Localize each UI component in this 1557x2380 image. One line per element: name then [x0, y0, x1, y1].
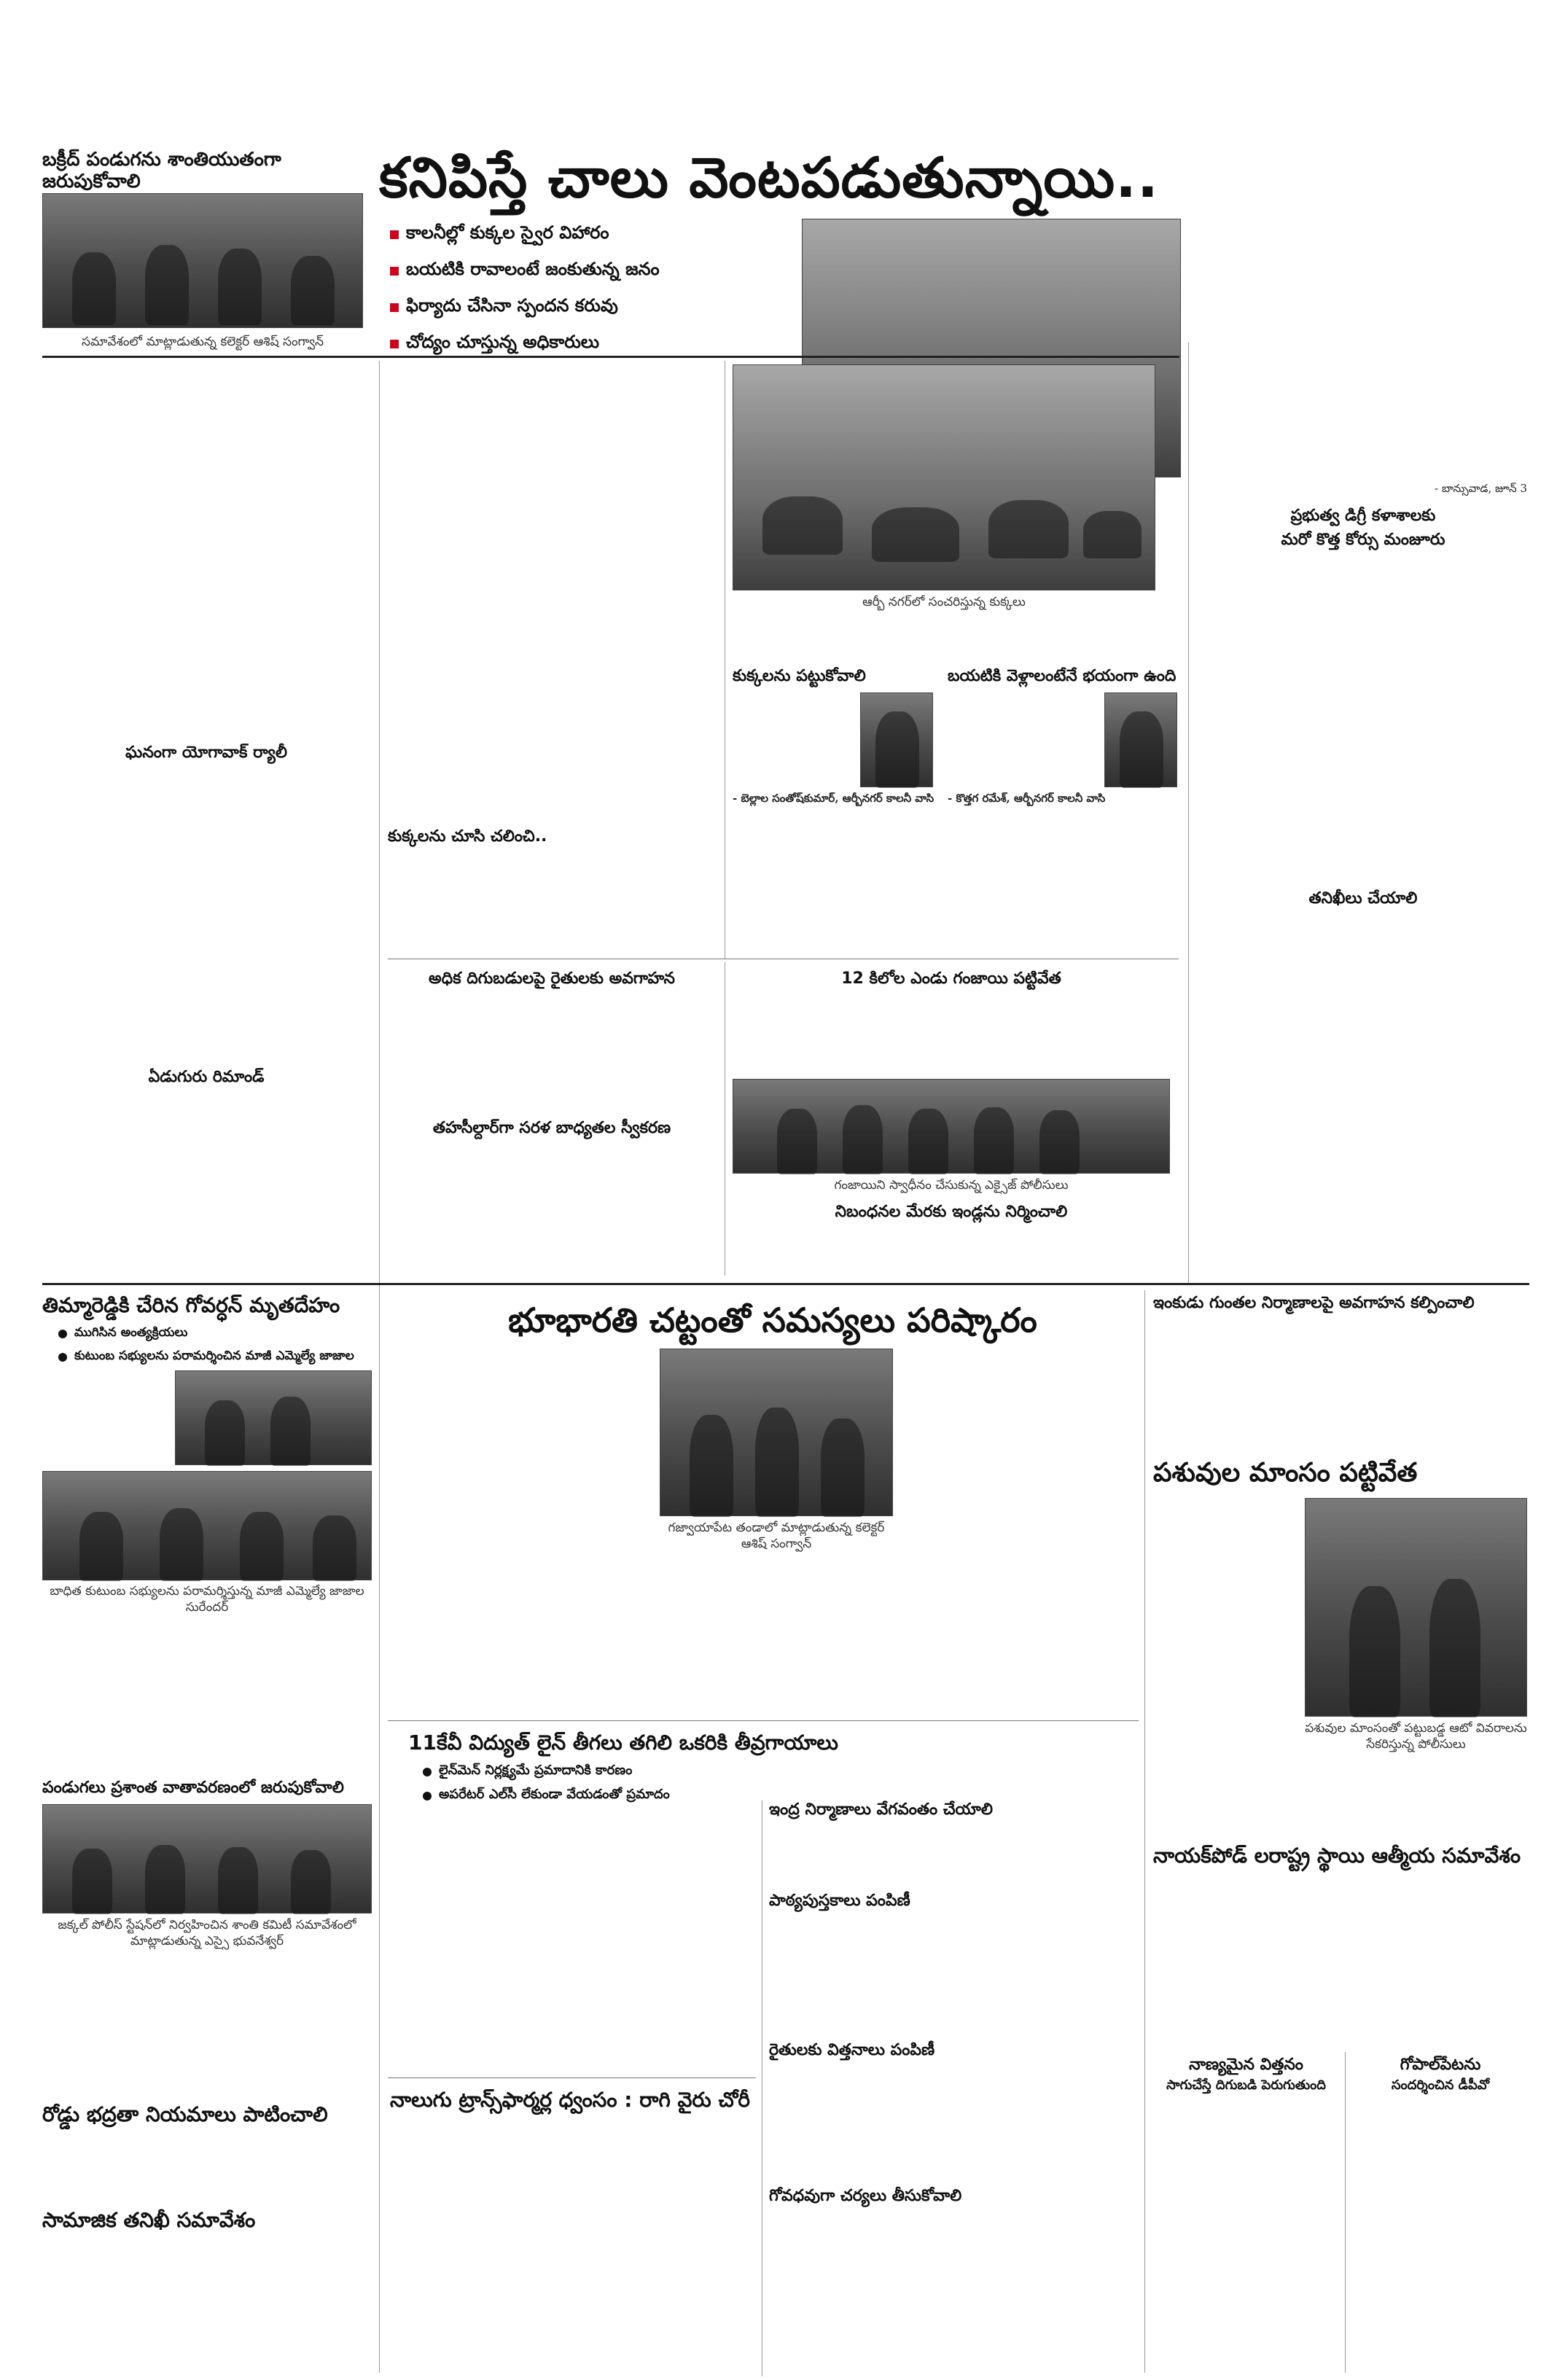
article-headline: ఇంకుడు గుంతల నిర్మాణాలపై అవగాహన కల్పించాలి — [1153, 1294, 1475, 1312]
person-figure — [72, 252, 116, 325]
article-headline: నిబంధనల మేరకు ఇండ్లను నిర్మించాలి — [835, 1203, 1068, 1221]
article-body — [42, 364, 370, 736]
article-headline: నాలుగు ట్రాన్స్‌ఫార్మర్ల ధ్వంసం : రాగి వైరు చోరీ — [390, 2088, 750, 2112]
dog-figure — [988, 500, 1069, 558]
article-subhead: సాగుచేస్తే దిగుబడి పెరుగుతుంది — [1166, 2077, 1326, 2093]
main-bullet: బయటికి రావాలంటే జంకుతున్న జనం — [390, 259, 798, 284]
meeting-photo — [42, 193, 363, 328]
portrait-photo — [860, 692, 933, 787]
article-headline: నాయక్‌పోడ్ లరాష్ట్ర స్థాయి ఆత్మీయ సమావేశం — [1153, 1843, 1521, 1868]
person-figure — [270, 1397, 311, 1466]
bullet-square-icon — [390, 267, 399, 276]
quote-byline: - కొత్తగ రమేశ్, ఆర్బీనగర్ కాలనీ వాసి — [948, 792, 1106, 805]
article-body — [42, 1370, 170, 1465]
person-figure — [843, 1105, 883, 1174]
article-label: నాణ్యమైన విత్తనం — [1189, 2056, 1303, 2074]
person-figure — [755, 1408, 799, 1517]
bullet-dot-icon — [58, 1353, 67, 1362]
article-body — [733, 995, 1170, 1075]
article-body — [1153, 1749, 1529, 1830]
bullet-dot-icon — [58, 1330, 67, 1338]
column-rule — [1188, 343, 1189, 1283]
article-headline: గోవధవుగా చర్యలు తీసుకోవాలి — [769, 2187, 962, 2205]
photo-caption: బాధిత కుటుంబ సభ్యులను పరామర్శిస్తున్న మాజీ ఎమ్మెల్యే జాజాల సురేందర్ — [50, 1584, 364, 1615]
dog-figure — [872, 507, 959, 562]
article-bullets — [58, 1325, 372, 1366]
article-headline: పశువుల మాంసం పట్టివేత — [1153, 1458, 1418, 1488]
photo-caption: పశువుల మాంసంతో పట్టుబడ్డ ఆటో వివరాలను సేకరిస్తున్న పోలీసులు — [1305, 1721, 1527, 1752]
article-label: ప్రభుత్వ డిగ్రీ కళాశాలకు — [1290, 507, 1436, 525]
main-bullet: చోద్యం చూస్తున్న అధికారులు — [390, 332, 798, 356]
article-bullet: అపరేటర్ ఎల్‌సీ లేకుండా వేయడంతో ప్రమాదం — [423, 1787, 1137, 1805]
bullet-square-icon — [390, 230, 399, 239]
article-headline: తనిఖీలు చేయాలి — [1308, 889, 1418, 908]
person-figure — [145, 245, 189, 325]
bullet-dot-icon — [423, 1792, 432, 1800]
section-divider — [388, 1720, 1139, 1721]
quote-headline: కుక్కలను పట్టుకోవాలి — [733, 667, 866, 685]
person-figure — [240, 1512, 284, 1581]
peace-committee-photo — [42, 1804, 372, 1913]
article-headline: సామాజిక తనిఖీ సమావేశం — [42, 2208, 256, 2232]
photo-caption: గజ్వాయాపేట తండాలో మాట్లాడుతున్న కలెక్టర్ ఆశిష్ సంగ్వాన్ — [668, 1521, 885, 1551]
person-figure — [313, 1515, 356, 1581]
bullet-square-icon — [390, 340, 399, 348]
article-bullet: ముగిసిన అంత్యక్రియలు — [58, 1325, 372, 1343]
quote-body — [733, 692, 853, 787]
article-body — [390, 1808, 754, 2070]
person-figure — [145, 1845, 185, 1914]
article-headline: రైతులకు విత్తనాలు పంపిణీ — [769, 2041, 935, 2059]
article-body — [769, 2212, 1137, 2369]
article-body — [900, 1349, 1137, 1713]
article-headline: ఘనంగా యోగావాక్ ర్యాలీ — [125, 744, 287, 762]
person-figure — [79, 1512, 123, 1581]
article-body — [42, 1955, 372, 2097]
person-figure — [1039, 1110, 1080, 1174]
dog-figure — [1083, 511, 1142, 558]
article-body — [1352, 2103, 1529, 2365]
person-figure — [1120, 711, 1163, 788]
article-headline: అధిక దిగుబడులపై రైతులకు అవగాహన — [429, 969, 675, 988]
bullet-square-icon — [390, 303, 399, 312]
portrait-photo — [1104, 692, 1177, 787]
person-figure — [72, 1849, 112, 1914]
article-body — [948, 616, 1152, 656]
quote-byline: - బెల్లాల సంతోష్‌కుమార్, ఆర్బీనగర్ కాలనీ వాసి — [733, 792, 934, 805]
article-body — [42, 1093, 370, 1414]
article-headline: 12 కిలోల ఎండు గంజాయి పట్టివేత — [841, 969, 1061, 988]
article-body — [1153, 1321, 1529, 1452]
article-headline: మరో కొత్త కోర్సు మంజూరు — [1281, 531, 1445, 549]
article-body — [733, 1228, 1170, 1279]
article-body — [42, 2238, 372, 2369]
column-rule — [1345, 2052, 1346, 2373]
person-figure — [160, 1508, 203, 1581]
main-bullets — [390, 222, 798, 368]
article-body — [1199, 343, 1527, 481]
article-body — [733, 616, 937, 656]
article-body — [1199, 915, 1527, 1279]
person-figure — [777, 1109, 817, 1174]
article-body — [769, 2067, 1137, 2176]
kicker-headline: బక్రీద్ పండుగను శాంతియుతంగా జరుపుకోవాలి — [42, 149, 281, 192]
article-body — [42, 2132, 372, 2205]
person-figure — [1349, 1586, 1400, 1717]
person-figure — [218, 249, 262, 325]
article-body — [1153, 1877, 1529, 2048]
article-body — [1199, 558, 1527, 882]
person-figure — [974, 1107, 1014, 1174]
family-visit-photo — [42, 1471, 372, 1580]
person-figure — [821, 1419, 865, 1517]
article-headline: తిమ్మారెడ్డికి చేరిన గోవర్ధన్ మృతదేహం — [42, 1293, 340, 1317]
person-figure — [291, 256, 335, 325]
article-body — [390, 1349, 652, 1713]
person-figure — [218, 1847, 258, 1914]
quote-body — [948, 692, 1097, 787]
article-headline: భూభారతి చట్టంతో సమస్యలు పరిష్కారం — [508, 1300, 1037, 1340]
article-subhead: సందర్శించిన డీపీవో — [1391, 2077, 1490, 2093]
article-body — [769, 1917, 1137, 2034]
person-figure — [875, 711, 919, 788]
article-headline: ఇంద్ర నిర్మాణాలు వేగవంతం చేయాలి — [769, 1800, 994, 1819]
person-figure — [205, 1400, 245, 1466]
article-headline: 11కేవీ విద్యుత్ లైన్ తీగలు తగిలి ఒకరికి తీవ్రగాయాలు — [408, 1731, 838, 1755]
article-body — [42, 1618, 372, 1779]
photo-caption: జక్కల్ పోలీస్ స్టేషన్‌లో నిర్వహించిన శాంతి కమిటీ సమావేశంలో మాట్లాడుతున్న ఎస్సై భువనేశ్వర్ — [58, 1918, 356, 1948]
article-byline: - బాన్సువాడ, జూన్ 3 — [1435, 482, 1527, 495]
article-body — [769, 1826, 1137, 1881]
article-subhead: కుక్కలను చూసి చలించి.. — [388, 827, 547, 846]
article-body — [388, 364, 716, 824]
bhubharathi-photo — [660, 1349, 893, 1516]
bullet-dot-icon — [423, 1768, 432, 1776]
article-body — [1153, 1498, 1299, 1739]
photo-caption: గంజాయిని స్వాధీనం చేసుకున్న ఎక్సైజ్ పోలీసులు — [834, 1178, 1069, 1193]
article-bullet: కుటుంబ సభ్యులను పరామర్శించిన మాజీ ఎమ్మెల్యే జాజాల — [58, 1349, 372, 1366]
photo-caption: సమావేశంలో మాట్లాడుతున్న కలెక్టర్ ఆశిష్ సంగ్వాన్ — [82, 335, 324, 349]
article-body — [388, 995, 716, 1112]
article-body — [390, 2121, 754, 2369]
article-body — [660, 1560, 893, 1713]
article-label: గోపాల్‌పేటను — [1400, 2056, 1481, 2074]
main-bullet: ఫిర్యాదు చేసినా స్పందన కరువు — [390, 295, 798, 320]
quote-headline: బయటికి వెళ్లాలంటేనే భయంగా ఉంది — [948, 667, 1176, 685]
article-bullet: లైన్‌మెన్ నిర్లక్ష్యమే ప్రమాదానికి కారణం — [423, 1763, 1137, 1781]
person-figure — [690, 1415, 733, 1517]
article-headline: తహసీల్దార్‌గా సరళ బాధ్యతల స్వీకరణ — [432, 1119, 671, 1137]
article-bullets — [423, 1763, 1137, 1805]
street-dogs-photo — [733, 364, 1155, 590]
article-headline: రోడ్డు భద్రతా నియమాలు పాటించాలి — [42, 2102, 328, 2126]
photo-caption: ఆర్బీ నగర్‌లో సంచరిస్తున్న కుక్కలు — [862, 595, 1026, 609]
article-body — [388, 849, 716, 937]
main-headline: కనిపిస్తే చాలు వెంటపడుతున్నాయి.. — [379, 145, 1159, 210]
person-figure — [1429, 1579, 1480, 1717]
article-body — [1153, 2103, 1339, 2365]
person-figure — [291, 1850, 331, 1914]
article-headline: ఏడుగురు రిమాండ్ — [148, 1068, 265, 1086]
section-divider — [388, 2077, 756, 2078]
seizure-photo — [733, 1079, 1170, 1174]
mortal-remains-photo — [175, 1370, 372, 1465]
person-figure — [908, 1109, 948, 1174]
column-rule — [379, 1290, 380, 2373]
masthead-divider — [42, 356, 1179, 358]
main-bullet: కాలనీల్లో కుక్కల స్వైర విహారం — [390, 222, 798, 247]
dog-figure — [762, 496, 843, 555]
column-rule — [379, 361, 380, 1418]
article-headline: పండుగలు ప్రశాంత వాతావరణంలో జరుపుకోవాలి — [42, 1779, 344, 1797]
article-body — [42, 770, 370, 1061]
article-headline: పాఠ్యపుస్తకాలు పంపిణీ — [769, 1892, 910, 1910]
section-divider — [42, 1283, 1529, 1285]
meat-seizure-photo — [1305, 1498, 1527, 1717]
article-body — [388, 1144, 716, 1268]
column-rule — [1144, 1290, 1145, 2373]
